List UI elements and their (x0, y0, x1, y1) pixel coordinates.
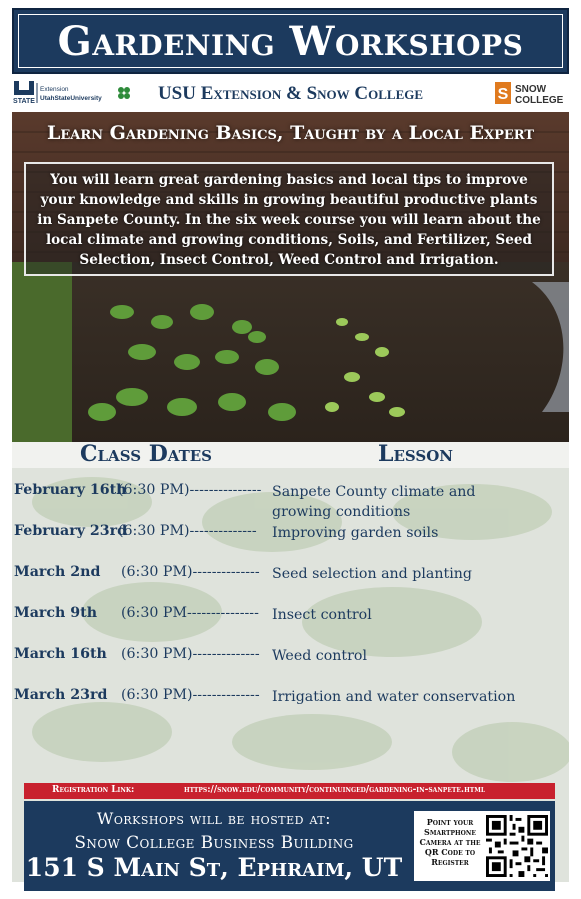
hero-subtitle: Learn Gardening Basics, Taught by a Local Expert (46, 122, 535, 144)
row-time: (6:30 PM--------------- (121, 605, 259, 621)
registration-strip (24, 783, 555, 799)
usu-line1: Extension (40, 86, 69, 93)
row-date: February 16th (14, 482, 127, 498)
qr-panel (414, 811, 550, 881)
row-time: (6:30 PM)-------------- (121, 564, 260, 580)
class-dates-header: Class Dates (80, 441, 213, 467)
intro-text: You will learn great gardening basics and local tips to improve your knowledge and skills in growing beautiful productive plants in Sanpete County. In the six week course you will learn about the local climate and growing conditions, Soils, and Fertilizer, Seed Selection, Insect Control, Weed Control and Irrigation. (37, 172, 541, 268)
row-lesson: Sanpete County climate and growing conditions (272, 484, 476, 520)
row-lesson: Seed selection and planting (272, 566, 472, 582)
snow-logo-badge: S (497, 86, 509, 103)
usu-line2: UtahStateUniversity (40, 95, 102, 102)
row-time: (6:30 PM)-------------- (121, 646, 260, 662)
qr-code-icon[interactable] (486, 815, 548, 877)
row-lesson: Weed control (272, 648, 367, 664)
snow-logo-bottom: COLLEGE (515, 95, 564, 106)
page-title: Gardening Workshops (57, 18, 524, 65)
partner-bar (12, 78, 569, 108)
venue-block (24, 801, 555, 891)
partner-title: USU Extension & Snow College (157, 83, 424, 104)
qr-prompt: Point your Smartphone Camera at the QR Code to Register (419, 817, 481, 867)
row-time: (6:30 PM)-------------- (121, 687, 260, 703)
row-date: March 23rd (14, 687, 108, 703)
snow-logo-top: SNOW (515, 84, 547, 95)
row-time: (6:30 PM)-------------- (118, 523, 257, 539)
garden-photo (12, 112, 569, 442)
row-lesson: Improving garden soils (272, 525, 439, 541)
row-date: February 23rd (14, 523, 128, 539)
registration-link[interactable]: https://snow.edu/community/continuinged/gardening-in-sanpete.html (184, 785, 486, 795)
snow-college-logo (495, 80, 569, 106)
usu-extension-logo (12, 80, 142, 106)
row-lesson: Irrigation and water conservation (272, 689, 516, 705)
row-date: March 16th (14, 646, 107, 662)
lesson-header: Lesson (378, 441, 454, 467)
title-banner (12, 8, 569, 74)
row-date: March 2nd (14, 564, 101, 580)
row-lesson: Insect control (272, 607, 372, 623)
row-date: March 9th (14, 605, 98, 621)
venue-address: 151 S Main St, Ephraim, UT (25, 853, 403, 882)
row-time: (6:30 PM)--------------- (118, 482, 262, 498)
registration-label: Registration Link: (52, 785, 135, 795)
usu-state-mark: STATE (13, 98, 35, 105)
venue-building: Snow College Business Building (74, 833, 354, 853)
venue-intro: Workshops will be hosted at: (96, 809, 332, 828)
four-h-clover-icon (118, 87, 130, 99)
intro-box (24, 162, 554, 276)
